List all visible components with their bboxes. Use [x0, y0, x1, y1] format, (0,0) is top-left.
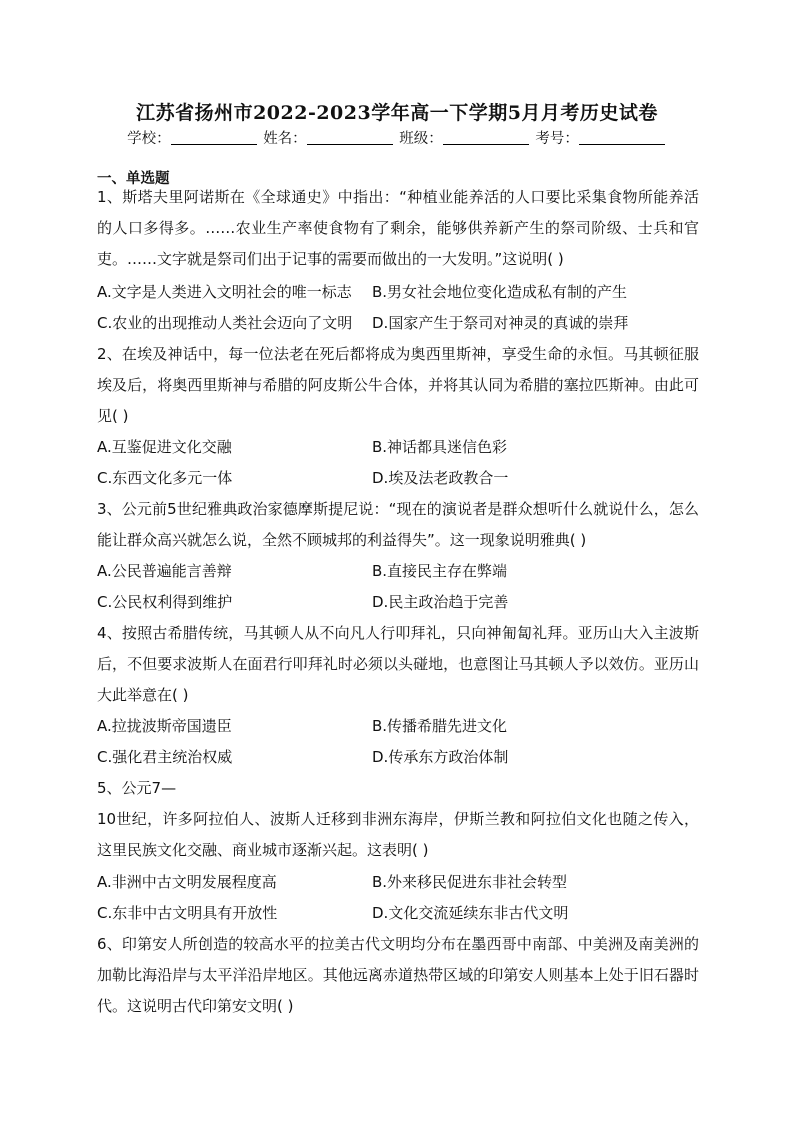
school-blank	[171, 130, 257, 145]
question-3-options-cd	[97, 587, 699, 618]
question-1-option-c: C.农业的出现推动人类社会迈向了文明	[97, 314, 353, 332]
section-heading: 一、单选题	[97, 171, 170, 187]
question-2-option-a: A.互鉴促进文化交融	[97, 438, 232, 456]
question-4-option-a: A.拉拢波斯帝国遗臣	[97, 717, 232, 735]
question-3-option-a: A.公民普遍能言善辩	[97, 562, 232, 580]
question-5-options-ab	[97, 867, 699, 898]
question-1-stem: 1、斯塔夫里阿诺斯在《全球通史》中指出：“种植业能养活的人口要比采集食物所能养活的人口多得多。……农业生产率使食物有了剩余，能够供养新产生的祭司阶级、士兵和官吏。……文字就是祭司们出于记事的需要而做出的一大发明。”这说明( )	[97, 188, 699, 268]
question-1-option-b: B.男女社会地位变化造成私有制的产生	[372, 283, 628, 301]
question-5-stem-line1: 5、公元7—	[97, 779, 177, 797]
question-2-option-d: D.埃及法老政教合一	[372, 469, 509, 487]
question-5-option-a: A.非洲中古文明发展程度高	[97, 873, 277, 891]
question-5-option-d: D.文化交流延续东非古代文明	[372, 904, 569, 922]
exam-number-blank	[579, 130, 665, 145]
question-3-option-c: C.公民权利得到维护	[97, 593, 233, 611]
question-5-options-cd	[97, 898, 699, 929]
exam-title: 江苏省扬州市2022-2023学年高一下学期5月月考历史试卷	[136, 102, 658, 124]
school-label: 学校：	[127, 131, 171, 147]
question-2-options-cd	[97, 463, 699, 494]
question-4-option-d: D.传承东方政治体制	[372, 748, 509, 766]
question-2-options-ab	[97, 432, 699, 463]
question-5-option-b: B.外来移民促进东非社会转型	[372, 873, 568, 891]
question-2-option-c: C.东西文化多元一体	[97, 469, 233, 487]
question-3-option-b: B.直接民主存在弊端	[372, 562, 508, 580]
question-3-stem: 3、公元前5世纪雅典政治家德摩斯提尼说：“现在的演说者是群众想听什么就说什么，怎么能让群众高兴就怎么说，全然不顾城邦的利益得失”。这一现象说明雅典( )	[97, 500, 699, 549]
question-5-stem: 10世纪，许多阿拉伯人、波斯人迁移到非洲东海岸，伊斯兰教和阿拉伯文化也随之传入，这里民族文化交融、商业城市逐渐兴起。这表明( )	[97, 810, 699, 859]
question-4-stem: 4、按照古希腊传统，马其顿人从不向凡人行叩拜礼，只向神匍匐礼拜。亚历山大入主波斯后，不但要求波斯人在面君行叩拜礼时必须以头碰地，也意图让马其顿人予以效仿。亚历山大此举意在( )	[97, 624, 699, 704]
question-3-options-ab	[97, 556, 699, 587]
class-blank	[443, 130, 529, 145]
question-1-option-a: A.文字是人类进入文明社会的唯一标志	[97, 283, 352, 301]
question-4-options-ab	[97, 711, 699, 742]
question-5-option-c: C.东非中古文明具有开放性	[97, 904, 278, 922]
name-blank	[307, 130, 393, 145]
question-4-options-cd	[97, 742, 699, 773]
question-3-option-d: D.民主政治趋于完善	[372, 593, 509, 611]
question-4-option-c: C.强化君主统治权威	[97, 748, 233, 766]
class-label: 班级：	[399, 131, 443, 147]
question-2-option-b: B.神话都具迷信色彩	[372, 438, 508, 456]
question-4-option-b: B.传播希腊先进文化	[372, 717, 508, 735]
question-6-stem: 6、印第安人所创造的较高水平的拉美古代文明均分布在墨西哥中南部、中美洲及南美洲的加勒比海沿岸与太平洋沿岸地区。其他远离赤道热带区域的印第安人则基本上处于旧石器时代。这说明古代印第安文明( )	[97, 935, 699, 1015]
exam-number-label: 考号：	[535, 131, 579, 147]
question-2-stem: 2、在埃及神话中，每一位法老在死后都将成为奥西里斯神，享受生命的永恒。马其顿征服埃及后，将奥西里斯神与希腊的阿皮斯公牛合体，并将其认同为希腊的塞拉匹斯神。由此可见( )	[97, 345, 699, 425]
name-label: 姓名：	[263, 131, 307, 147]
student-info-line	[0, 127, 794, 148]
question-1-option-d: D.国家产生于祭司对神灵的真诚的崇拜	[372, 314, 629, 332]
